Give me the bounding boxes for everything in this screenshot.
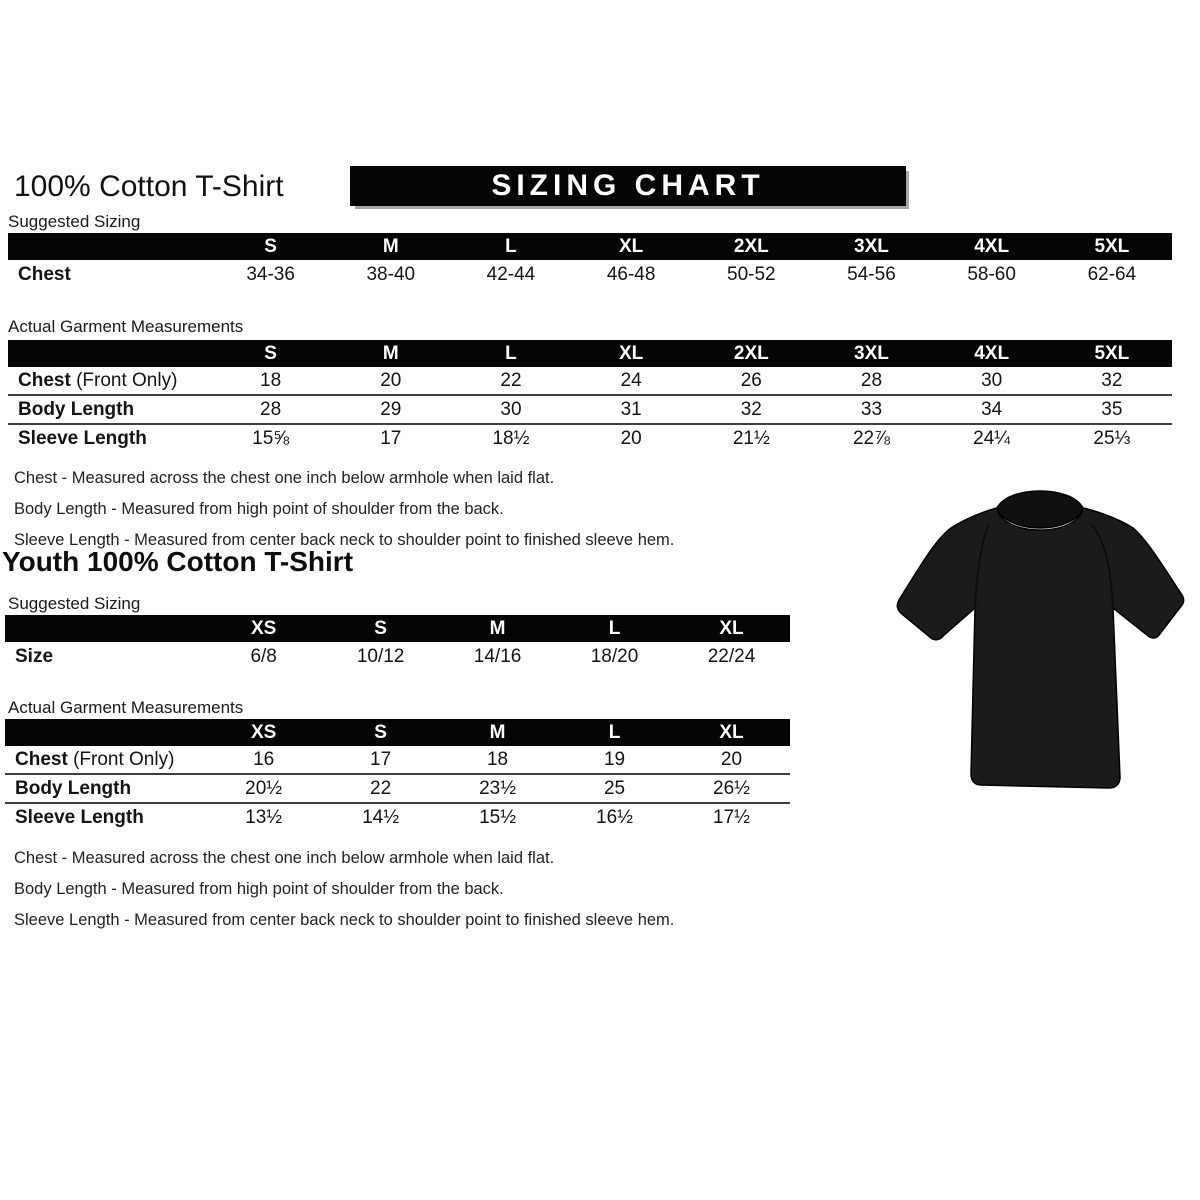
size-header: 2XL — [691, 340, 811, 367]
cell: 18½ — [451, 424, 571, 452]
adult-suggested-sizing-table — [8, 233, 1172, 290]
size-header: 3XL — [811, 233, 931, 260]
adult-chest-range-row — [8, 260, 1172, 290]
size-header: XS — [205, 615, 322, 642]
tshirt-body-shape — [897, 508, 1183, 788]
size-header: S — [211, 233, 331, 260]
row-label-suffix: (Front Only) — [67, 748, 175, 770]
cell: 30 — [981, 369, 1003, 391]
cell: 34 — [932, 395, 1052, 424]
cell: 20 — [720, 748, 743, 770]
adult-chest-row — [8, 367, 1172, 395]
cell: 20 — [380, 369, 402, 391]
note-sleeve-length: Sleeve Length - Measured from center back neck to shoulder point to finished sleeve hem. — [14, 531, 675, 549]
cell: 22/24 — [707, 646, 756, 667]
cell: 18 — [260, 369, 282, 391]
black-tshirt-image — [885, 478, 1195, 808]
adult-suggested-header-row — [8, 233, 1172, 260]
size-header: 5XL — [1052, 233, 1172, 260]
cell: 22⅞ — [811, 424, 931, 452]
cell: 33 — [811, 395, 931, 424]
youth-sleeve-length-row — [5, 803, 790, 831]
cell: 42-44 — [486, 264, 536, 285]
tshirt-collar-shape — [997, 491, 1083, 528]
row-label: Chest — [18, 264, 71, 285]
size-header: L — [451, 340, 571, 367]
size-header: M — [439, 719, 556, 746]
cell: 35 — [1052, 395, 1172, 424]
size-header: XL — [673, 719, 790, 746]
cell: 32 — [691, 395, 811, 424]
size-header: XS — [205, 719, 322, 746]
cell: 16½ — [556, 803, 673, 831]
adult-sleeve-length-row — [8, 424, 1172, 452]
youth-actual-measurements-table — [5, 719, 790, 831]
cell: 28 — [860, 369, 883, 391]
row-label: Sleeve Length — [8, 424, 211, 452]
cell: 17 — [370, 748, 392, 770]
cell: 20 — [571, 424, 691, 452]
size-header: 2XL — [691, 233, 811, 260]
youth-size-row — [5, 642, 790, 672]
page-title: 100% Cotton T-Shirt — [14, 170, 284, 203]
size-header: L — [556, 615, 673, 642]
size-header: 5XL — [1052, 340, 1172, 367]
row-label: Body Length — [8, 395, 211, 424]
size-header: L — [556, 719, 673, 746]
cell: 13½ — [205, 803, 322, 831]
youth-suggested-header-row — [5, 615, 790, 642]
cell: 16 — [253, 748, 275, 770]
cell: 18/20 — [590, 646, 639, 667]
size-header-blank — [8, 340, 211, 367]
size-header: 4XL — [932, 233, 1052, 260]
cell: 21½ — [691, 424, 811, 452]
row-label-main: Chest — [18, 369, 71, 391]
cell: 10/12 — [356, 646, 405, 667]
size-header: XL — [673, 615, 790, 642]
note-body-length: Body Length - Measured from high point of shoulder from the back. — [14, 880, 504, 898]
adult-measurement-notes — [14, 463, 674, 556]
youth-body-length-row — [5, 774, 790, 803]
cell: 22 — [322, 774, 439, 803]
cell: 46-48 — [606, 264, 656, 285]
note-body-length: Body Length - Measured from high point of shoulder from the back. — [14, 500, 504, 518]
cell: 22 — [500, 369, 522, 391]
size-header: 4XL — [932, 340, 1052, 367]
note-chest: Chest - Measured across the chest one inch below armhole when laid flat. — [14, 849, 555, 867]
adult-actual-measurements-table — [8, 340, 1172, 452]
cell: 20½ — [205, 774, 322, 803]
cell: 31 — [571, 395, 691, 424]
cell: 24 — [620, 369, 642, 391]
cell: 30 — [451, 395, 571, 424]
size-header-blank — [5, 719, 205, 746]
cell: 24¼ — [932, 424, 1052, 452]
size-header: S — [211, 340, 331, 367]
youth-actual-header-row — [5, 719, 790, 746]
youth-suggested-sizing-table — [5, 615, 790, 672]
youth-actual-measurements-label: Actual Garment Measurements — [8, 698, 244, 717]
youth-suggested-sizing-label: Suggested Sizing — [8, 594, 141, 613]
adult-body-length-row — [8, 395, 1172, 424]
row-label — [5, 746, 205, 774]
cell: 28 — [211, 395, 331, 424]
cell: 62-64 — [1087, 264, 1137, 285]
cell: 29 — [331, 395, 451, 424]
row-label-suffix: (Front Only) — [70, 369, 178, 391]
size-header: S — [322, 615, 439, 642]
row-label: Body Length — [5, 774, 205, 803]
size-header: M — [331, 340, 451, 367]
adult-actual-header-row — [8, 340, 1172, 367]
cell: 14/16 — [473, 646, 522, 667]
cell: 34-36 — [246, 264, 295, 285]
adult-suggested-sizing-label: Suggested Sizing — [8, 212, 141, 231]
cell: 6/8 — [250, 646, 277, 667]
cell: 38-40 — [366, 264, 416, 285]
cell: 25 — [556, 774, 673, 803]
cell: 23½ — [439, 774, 556, 803]
size-header-blank — [5, 615, 205, 642]
size-header: S — [322, 719, 439, 746]
cell: 50-52 — [727, 264, 776, 285]
size-header: L — [451, 233, 571, 260]
size-header: XL — [571, 340, 691, 367]
note-sleeve-length: Sleeve Length - Measured from center back neck to shoulder point to finished sleeve hem. — [14, 911, 675, 929]
row-label: Sleeve Length — [5, 803, 205, 831]
cell: 15½ — [439, 803, 556, 831]
cell: 15⅝ — [211, 424, 331, 452]
youth-chest-row — [5, 746, 790, 774]
row-label — [8, 367, 211, 395]
cell: 25⅓ — [1052, 424, 1172, 452]
cell: 17 — [331, 424, 451, 452]
cell: 14½ — [322, 803, 439, 831]
youth-section-title: Youth 100% Cotton T-Shirt — [2, 546, 354, 577]
size-header: 3XL — [811, 340, 931, 367]
size-header-blank — [8, 233, 211, 260]
cell: 26½ — [673, 774, 790, 803]
row-label: Size — [15, 646, 54, 667]
size-header: XL — [571, 233, 691, 260]
cell: 26 — [740, 369, 762, 391]
cell: 32 — [1101, 369, 1123, 391]
size-header: M — [331, 233, 451, 260]
cell: 19 — [603, 748, 626, 770]
adult-actual-measurements-label: Actual Garment Measurements — [8, 317, 244, 336]
youth-measurement-notes — [14, 843, 674, 936]
cell: 54-56 — [847, 264, 896, 285]
note-chest: Chest - Measured across the chest one inch below armhole when laid flat. — [14, 469, 555, 487]
row-label-main: Chest — [15, 748, 68, 770]
cell: 18 — [486, 748, 509, 770]
cell: 58-60 — [967, 264, 1016, 285]
cell: 17½ — [673, 803, 790, 831]
size-header: M — [439, 615, 556, 642]
sizing-chart-banner: SIZING CHART — [350, 166, 906, 206]
